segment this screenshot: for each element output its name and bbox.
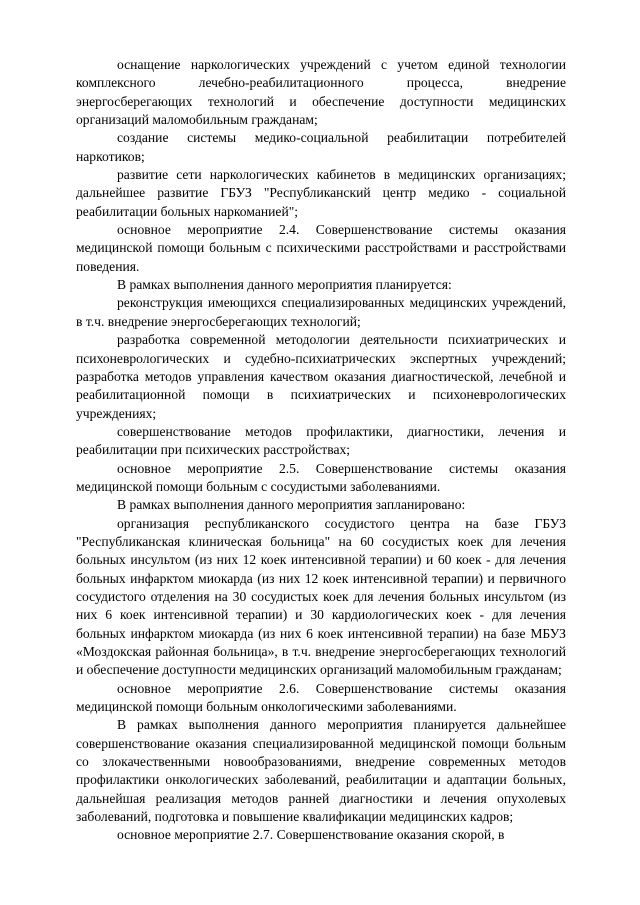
paragraph-rehabilitation-system: создание системы медико-социальной реабилитации потребителей наркотиков; <box>76 130 566 164</box>
paragraph-plan-2-6: В рамках выполнения данного мероприятия планируется дальнейшее совершенствование оказания специализированной медицинской помощи больным со злокачественными новообразованиями, внедрение современных методов профилактики онкологических заболеваний, реабилитации и адаптации больных, дальнейшая реализация методов ранней диагностики и лечения опухолевых заболеваний, подготовка и повышение квалификации медицинских кадров; <box>76 717 566 825</box>
paragraph-prevention-methods: совершенствование методов профилактики, диагностики, лечения и реабилитации при психических расстройствах; <box>76 423 566 458</box>
paragraph-measure-2-6: основное мероприятие 2.6. Совершенствование системы оказания медицинской помощи больным онкологическими заболеваниями. <box>76 680 566 715</box>
paragraph-narcology-equipment: оснащение наркологических учреждений с учетом единой технологии комплексного лечебно-реабилитационного процесса, внедрение энергосберегающих технологий и обеспечение доступности медицинских организаций маломобильным гражданам; <box>76 57 566 128</box>
paragraph-measure-2-7: основное мероприятие 2.7. Совершенствование оказания скорой, в <box>117 827 505 843</box>
paragraph-measure-2-5: основное мероприятие 2.5. Совершенствование системы оказания медицинской помощи больным с сосудистыми заболеваниями. <box>76 460 566 494</box>
paragraph-plan-2-4: В рамках выполнения данного мероприятия планируется: <box>117 277 452 293</box>
paragraph-plan-2-5: В рамках выполнения данного мероприятия запланировано: <box>117 497 466 513</box>
paragraph-methodology: разработка современной методологии деятельности психиатрических и психоневрологических и судебно-психиатрических экспертных учреждений; разработка методов управления качеством оказания диагностической, лечебной и реабилитационной помощи в психиатрических и психоневрологических учреждениях; <box>76 332 566 421</box>
paragraph-measure-2-4: основное мероприятие 2.4. Совершенствование системы оказания медицинской помощи больным с психическими расстройствами и расстройствами поведения. <box>76 222 566 274</box>
paragraph-vascular-center: организация республиканского сосудистого центра на базе ГБУЗ "Республиканская клиническая больница" на 60 сосудистых коек для лечения больных инсультом (из них 12 коек интенсивной терапии) и 60 коек - для лечения больных инфарктом миокарда (из них 12 коек интенсивной терапии) и первичного сосудистого отделения на 30 сосудистых коек для лечения больных инсультом (из них 6 коек интенсивной терапии) и 30 кардиологических коек - для лечения больных инфарктом миокарда (из них 6 коек интенсивной терапии) на базе МБУЗ «Моздокская районная больница», в т.ч. внедрение энергосберегающих технологий и обеспечение доступности медицинских организаций маломобильным гражданам; <box>76 515 566 678</box>
paragraph-narcology-cabinets: развитие сети наркологических кабинетов в медицинских организациях; дальнейшее развитие ГБУЗ "Республиканский центр медико - социальной реабилитации больных наркоманией"; <box>76 167 566 219</box>
document-page <box>76 56 566 845</box>
paragraph-reconstruction: реконструкция имеющихся специализированных медицинских учреждений, в т.ч. внедрение энергосберегающих технологий; <box>76 295 566 329</box>
